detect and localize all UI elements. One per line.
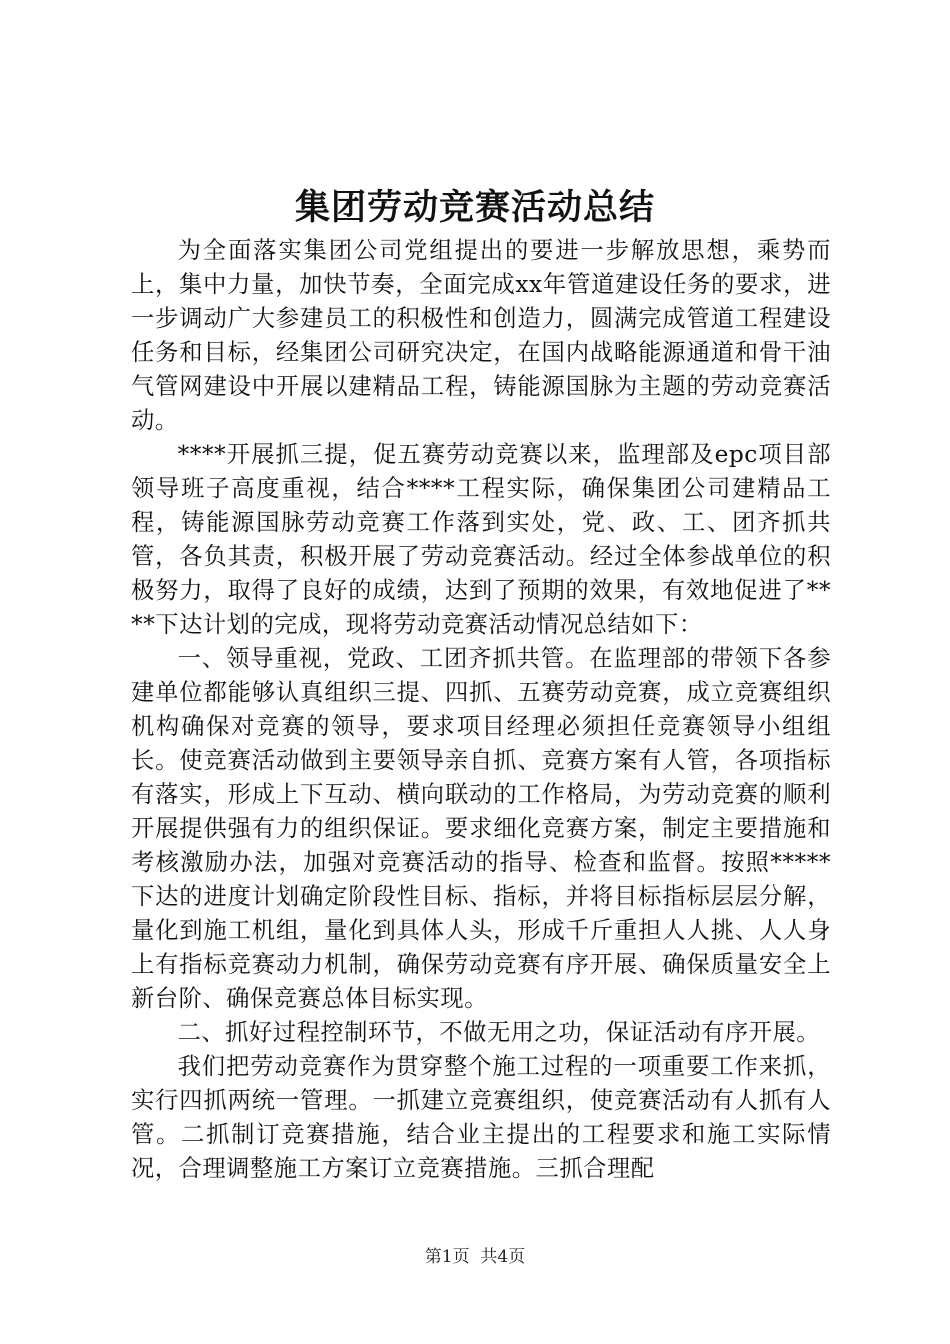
paragraph-section-2-body: 我们把劳动竞赛作为贯穿整个施工过程的一项重要工作来抓，实行四抓两统一管理。一抓建立竞赛组织，使竞赛活动有人抓有人管。二抓制订竞赛措施，结合业主提出的工程要求和施工实际情况，合理调整施工方案订立竞赛措施。三抓合理配: [131, 1053, 831, 1182]
paragraph-intro: 为全面落实集团公司党组提出的要进一步解放思想，乘势而上，集中力量，加快节奏，全面完成xx年管道建设任务的要求，进一步调动广大参建员工的积极性和创造力，圆满完成管道工程建设任务和目标，经集团公司研究决定，在国内战略能源通道和骨干油气管网建设中开展以建精品工程，铸能源国脉为主题的劳动竞赛活动。: [131, 237, 831, 434]
page-footer: [0, 1246, 950, 1268]
page-total: 共4页: [480, 1247, 526, 1267]
paragraph-section-1: 一、领导重视，党政、工团齐抓共管。在监理部的带领下各参建单位都能够认真组织三提、四抓、五赛劳动竞赛，成立竞赛组织机构确保对竞赛的领导，要求项目经理必须担任竞赛领导小组组长。使竞赛活动做到主要领导亲自抓、竞赛方案有人管，各项指标有落实，形成上下互动、横向联动的工作格局，为劳动竞赛的顺利开展提供强有力的组织保证。要求细化竞赛方案，制定主要措施和考核激励办法，加强对竞赛活动的指导、检查和监督。按照*****下达的进度计划确定阶段性目标、指标，并将目标指标层层分解，量化到施工机组，量化到具体人头，形成千斤重担人人挑、人人身上有指标竞赛动力机制，确保劳动竞赛有序开展、确保质量安全上新台阶、确保竞赛总体目标实现。: [131, 645, 831, 1012]
document-title: 集团劳动竞赛活动总结: [294, 187, 655, 228]
paragraph-section-2-heading: 二、抓好过程控制环节，不做无用之功，保证活动有序开展。: [177, 1019, 821, 1046]
footer-spacer: [470, 1247, 481, 1267]
document-body: [131, 234, 831, 1186]
paragraph-overview: ****开展抓三提，促五赛劳动竞赛以来，监理部及epc项目部领导班子高度重视，结合****工程实际，确保集团公司建精品工程，铸能源国脉劳动竞赛工作落到实处，党、政、工、团齐抓共管，各负其责，积极开展了劳动竞赛活动。经过全体参战单位的积极努力，取得了良好的成绩，达到了预期的效果，有效地促进了****下达计划的完成，现将劳动竞赛活动情况总结如下：: [131, 441, 831, 638]
page-number: 第1页: [424, 1247, 470, 1267]
